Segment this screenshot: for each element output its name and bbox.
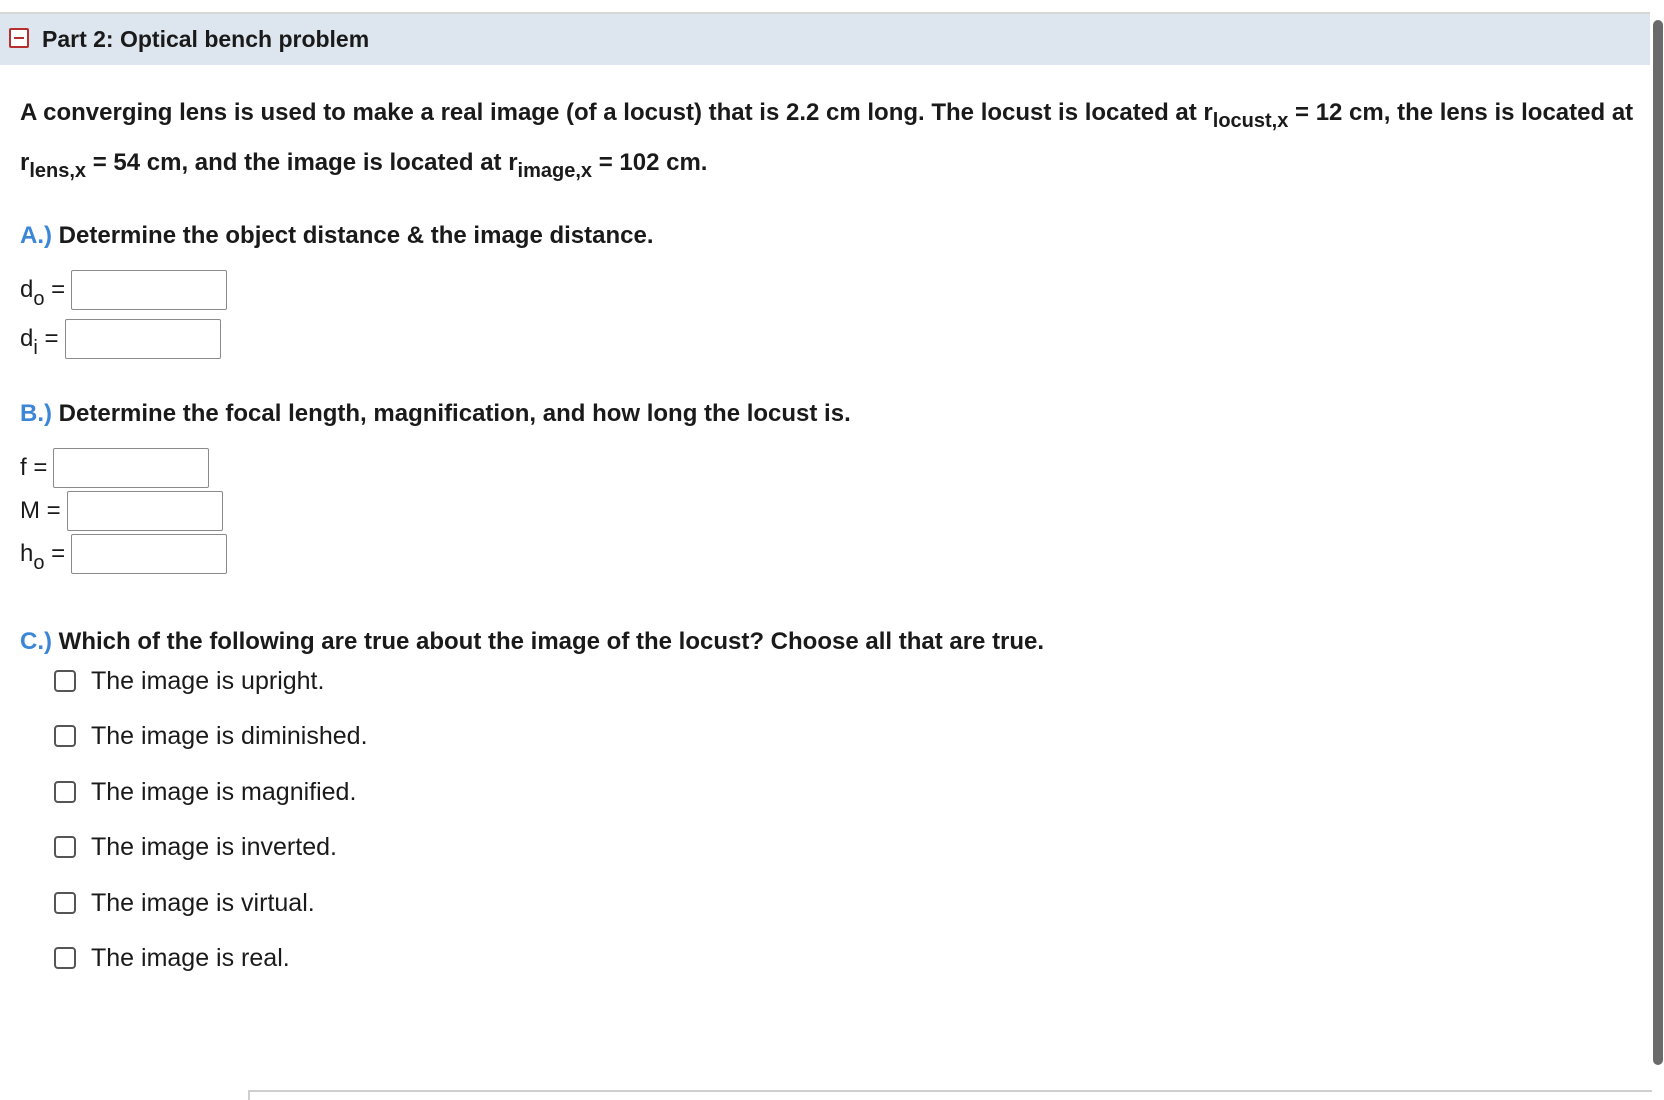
checkbox-icon[interactable] — [54, 670, 76, 692]
checkbox-icon[interactable] — [54, 725, 76, 747]
problem-sub-image: image,x — [517, 160, 593, 182]
bottom-divider — [248, 1090, 1652, 1092]
do-input[interactable] — [71, 270, 227, 310]
question-a-text: Determine the object distance & the image distance. — [52, 222, 654, 249]
ho-input[interactable] — [71, 534, 227, 574]
question-a-letter: A.) — [20, 222, 52, 249]
choice-label[interactable]: The image is magnified. — [91, 777, 357, 806]
field-row-m — [20, 490, 223, 532]
question-b-heading — [20, 400, 851, 428]
choice-label[interactable]: The image is diminished. — [91, 721, 368, 750]
f-input[interactable] — [53, 448, 209, 488]
choice-real[interactable] — [54, 941, 290, 975]
collapse-minus-icon[interactable] — [9, 28, 29, 48]
problem-text-4: = 102 cm. — [592, 149, 708, 176]
part-title: Part 2: Optical bench problem — [42, 26, 370, 52]
choice-label[interactable]: The image is upright. — [91, 666, 325, 695]
choice-label[interactable]: The image is inverted. — [91, 832, 337, 861]
problem-text-1: A converging lens is used to make a real image (of a locust) that is 2.2 cm long. The locust is located at r — [20, 99, 1213, 126]
field-row-do — [20, 269, 227, 311]
field-row-f — [20, 447, 209, 489]
problem-statement — [20, 88, 1650, 188]
problem-sub-locust: locust,x — [1212, 110, 1289, 132]
ho-label: $h_o$ = — [20, 540, 66, 574]
question-c-text: Which of the following are true about the image of the locust? Choose all that are true. — [52, 628, 1045, 655]
do-label: $d_o$ = — [20, 276, 66, 310]
choice-upright[interactable] — [54, 664, 324, 698]
choice-magnified[interactable] — [54, 775, 356, 809]
question-a-heading — [20, 222, 654, 250]
problem-text-3: = 54 cm, and the image is located at r — [86, 149, 518, 176]
di-label: $d_i$ = — [20, 325, 59, 359]
choice-diminished[interactable] — [54, 719, 368, 753]
choice-label[interactable]: The image is virtual. — [91, 888, 315, 917]
part-header[interactable] — [0, 14, 1650, 65]
choice-label[interactable]: The image is real. — [91, 943, 290, 972]
problem-sub-lens: lens,x — [29, 160, 87, 182]
m-input[interactable] — [67, 491, 223, 531]
checkbox-icon[interactable] — [54, 836, 76, 858]
bottom-divider-tick — [248, 1090, 250, 1100]
m-label: M = — [20, 497, 61, 524]
question-c-heading — [20, 628, 1044, 656]
question-b-letter: B.) — [20, 400, 52, 427]
question-c-letter: C.) — [20, 628, 52, 655]
field-row-ho — [20, 533, 227, 575]
scrollbar-thumb[interactable] — [1653, 20, 1663, 1065]
choice-virtual[interactable] — [54, 886, 315, 920]
f-label: f = — [20, 454, 48, 481]
question-b-text: Determine the focal length, magnification, and how long the locust is. — [52, 400, 851, 427]
checkbox-icon[interactable] — [54, 947, 76, 969]
problem-text-2: = 12 cm, the lens is located at r — [20, 99, 1634, 176]
choice-inverted[interactable] — [54, 830, 337, 864]
field-row-di — [20, 318, 221, 360]
checkbox-icon[interactable] — [54, 781, 76, 803]
di-input[interactable] — [65, 319, 221, 359]
checkbox-icon[interactable] — [54, 892, 76, 914]
